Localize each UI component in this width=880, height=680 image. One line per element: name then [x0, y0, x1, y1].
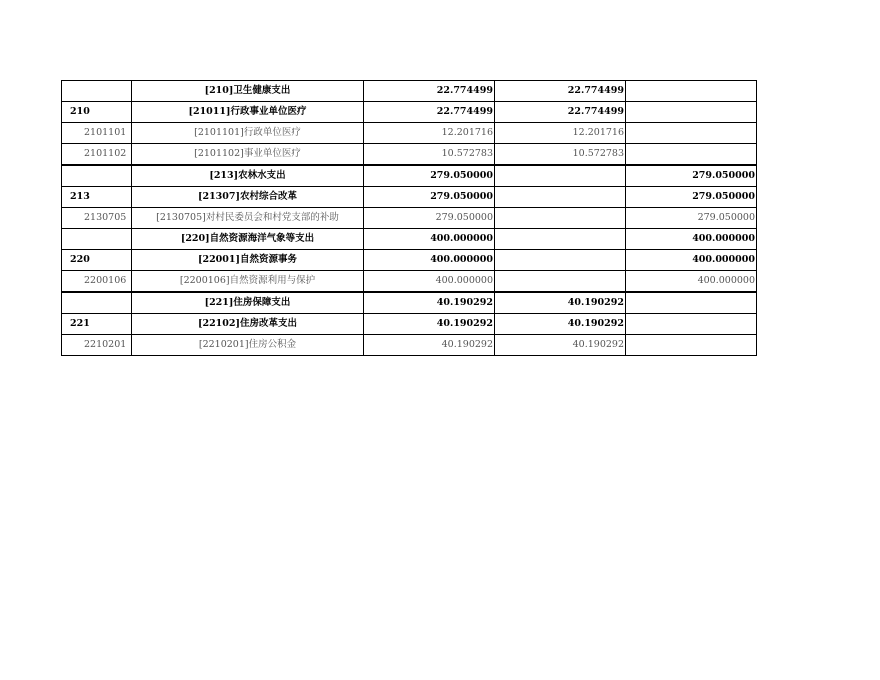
subject-code-cell[interactable]: 221	[62, 314, 132, 335]
project-expenditure-cell[interactable]	[626, 144, 757, 166]
table-row	[62, 208, 757, 229]
project-expenditure-cell[interactable]	[626, 335, 757, 356]
table-row	[62, 187, 757, 208]
subject-name-cell[interactable]: [21011]行政事业单位医疗	[132, 102, 364, 123]
table-row	[62, 165, 757, 187]
project-expenditure-cell[interactable]: 279.050000	[626, 208, 757, 229]
project-expenditure-cell[interactable]: 400.000000	[626, 229, 757, 250]
basic-expenditure-cell[interactable]: 40.190292	[495, 335, 626, 356]
basic-expenditure-cell[interactable]	[495, 208, 626, 229]
table-row	[62, 292, 757, 314]
total-amount-cell[interactable]: 279.050000	[364, 165, 495, 187]
basic-expenditure-cell[interactable]	[495, 229, 626, 250]
table-row	[62, 271, 757, 293]
subject-name-cell[interactable]: [22102]住房改革支出	[132, 314, 364, 335]
subject-code-cell[interactable]: 220	[62, 250, 132, 271]
subject-code-cell[interactable]: 2130705	[62, 208, 132, 229]
table-row	[62, 144, 757, 166]
basic-expenditure-cell[interactable]: 40.190292	[495, 292, 626, 314]
total-amount-cell[interactable]: 279.050000	[364, 187, 495, 208]
basic-expenditure-cell[interactable]	[495, 165, 626, 187]
table-row	[62, 123, 757, 144]
basic-expenditure-cell[interactable]: 22.774499	[495, 102, 626, 123]
table-row	[62, 335, 757, 356]
subject-name-cell[interactable]: [213]农林水支出	[132, 165, 364, 187]
subject-code-cell[interactable]: 2200106	[62, 271, 132, 293]
total-amount-cell[interactable]: 22.774499	[364, 102, 495, 123]
subject-code-cell[interactable]: 2101101	[62, 123, 132, 144]
project-expenditure-cell[interactable]	[626, 123, 757, 144]
project-expenditure-cell[interactable]	[626, 292, 757, 314]
basic-expenditure-cell[interactable]	[495, 250, 626, 271]
basic-expenditure-cell[interactable]	[495, 271, 626, 293]
table-row	[62, 314, 757, 335]
subject-code-cell[interactable]	[62, 292, 132, 314]
subject-name-cell[interactable]: [2101102]事业单位医疗	[132, 144, 364, 166]
subject-code-cell[interactable]	[62, 81, 132, 102]
project-expenditure-cell[interactable]: 279.050000	[626, 165, 757, 187]
total-amount-cell[interactable]: 40.190292	[364, 292, 495, 314]
basic-expenditure-cell[interactable]	[495, 187, 626, 208]
subject-code-cell[interactable]: 210	[62, 102, 132, 123]
project-expenditure-cell[interactable]: 400.000000	[626, 250, 757, 271]
total-amount-cell[interactable]: 22.774499	[364, 81, 495, 102]
basic-expenditure-cell[interactable]: 12.201716	[495, 123, 626, 144]
table-row	[62, 102, 757, 123]
subject-name-cell[interactable]: [221]住房保障支出	[132, 292, 364, 314]
total-amount-cell[interactable]: 400.000000	[364, 250, 495, 271]
total-amount-cell[interactable]: 279.050000	[364, 208, 495, 229]
project-expenditure-cell[interactable]	[626, 81, 757, 102]
expenditure-table	[61, 80, 757, 356]
project-expenditure-cell[interactable]	[626, 102, 757, 123]
basic-expenditure-cell[interactable]: 10.572783	[495, 144, 626, 166]
project-expenditure-cell[interactable]: 400.000000	[626, 271, 757, 293]
subject-code-cell[interactable]: 2210201	[62, 335, 132, 356]
total-amount-cell[interactable]: 400.000000	[364, 229, 495, 250]
subject-name-cell[interactable]: [220]自然资源海洋气象等支出	[132, 229, 364, 250]
subject-name-cell[interactable]: [21307]农村综合改革	[132, 187, 364, 208]
total-amount-cell[interactable]: 10.572783	[364, 144, 495, 166]
subject-name-cell[interactable]: [2130705]对村民委员会和村党支部的补助	[132, 208, 364, 229]
basic-expenditure-cell[interactable]: 22.774499	[495, 81, 626, 102]
total-amount-cell[interactable]: 400.000000	[364, 271, 495, 293]
subject-name-cell[interactable]: [2200106]自然资源利用与保护	[132, 271, 364, 293]
subject-code-cell[interactable]: 213	[62, 187, 132, 208]
basic-expenditure-cell[interactable]: 40.190292	[495, 314, 626, 335]
project-expenditure-cell[interactable]	[626, 314, 757, 335]
subject-name-cell[interactable]: [2210201]住房公积金	[132, 335, 364, 356]
table-row	[62, 81, 757, 102]
subject-code-cell[interactable]	[62, 229, 132, 250]
subject-name-cell[interactable]: [210]卫生健康支出	[132, 81, 364, 102]
subject-code-cell[interactable]: 2101102	[62, 144, 132, 166]
subject-name-cell[interactable]: [22001]自然资源事务	[132, 250, 364, 271]
table-row	[62, 250, 757, 271]
table-row	[62, 229, 757, 250]
project-expenditure-cell[interactable]: 279.050000	[626, 187, 757, 208]
total-amount-cell[interactable]: 40.190292	[364, 314, 495, 335]
total-amount-cell[interactable]: 12.201716	[364, 123, 495, 144]
subject-code-cell[interactable]	[62, 165, 132, 187]
total-amount-cell[interactable]: 40.190292	[364, 335, 495, 356]
subject-name-cell[interactable]: [2101101]行政单位医疗	[132, 123, 364, 144]
